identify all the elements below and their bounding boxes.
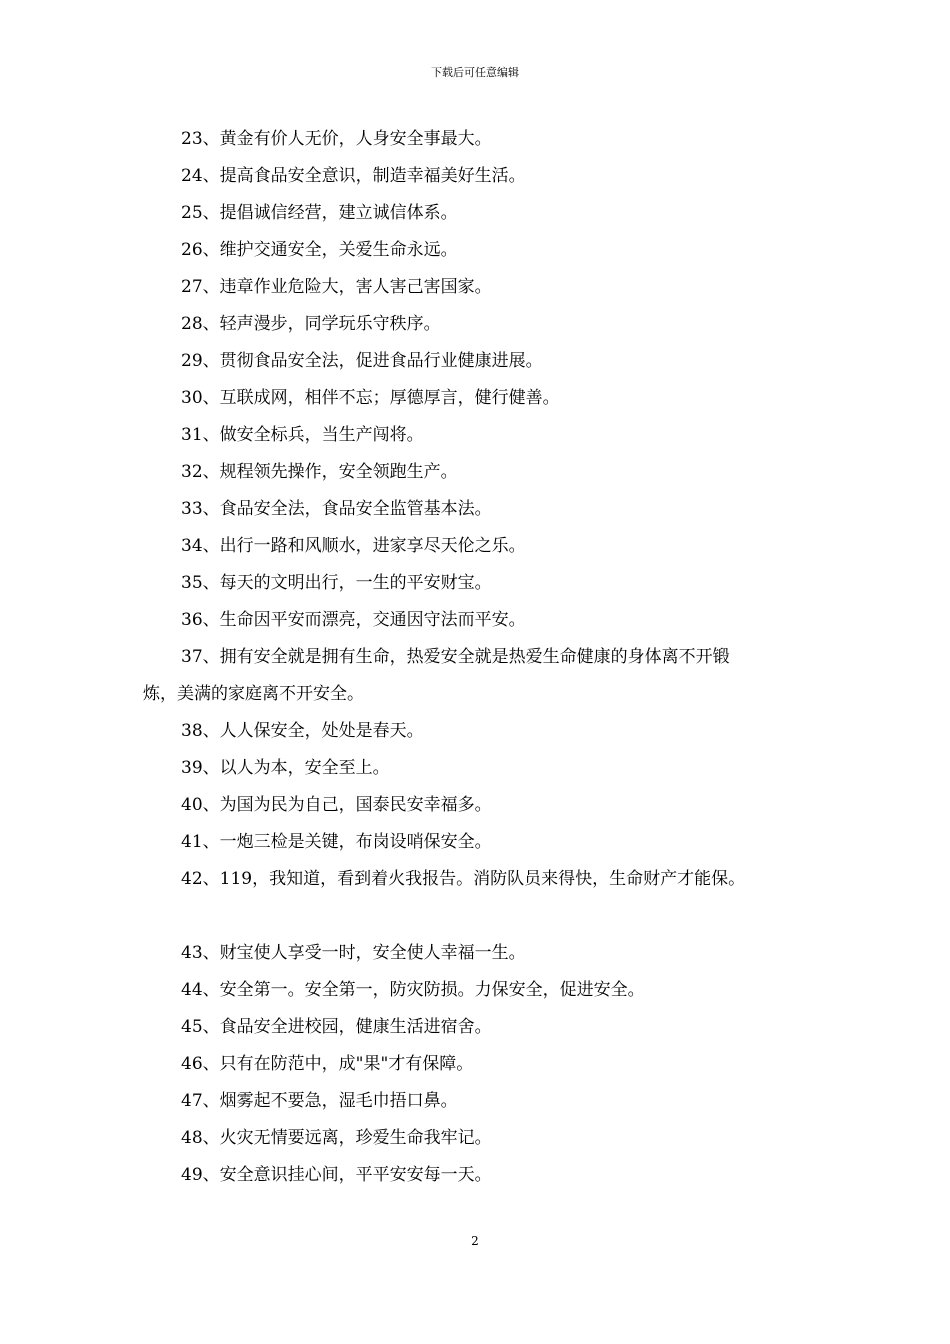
page-number: 2 (471, 1234, 479, 1248)
list-item: 34、出行一路和风顺水，进家享尽天伦之乐。 (181, 536, 526, 556)
list-item: 41、一炮三检是关键，布岗设哨保安全。 (181, 832, 492, 852)
list-item: 48、火灾无情要远离，珍爱生命我牢记。 (181, 1128, 492, 1148)
page-header: 下载后可任意编辑 (431, 66, 519, 79)
list-item: 29、贯彻食品安全法，促进食品行业健康进展。 (181, 351, 543, 371)
list-item: 35、每天的文明出行，一生的平安财宝。 (181, 573, 492, 593)
list-item: 43、财宝使人享受一时，安全使人幸福一生。 (181, 943, 526, 963)
list-item: 26、维护交通安全，关爱生命永远。 (181, 240, 458, 260)
list-item: 49、安全意识挂心间，平平安安每一天。 (181, 1165, 492, 1185)
list-item: 38、人人保安全，处处是春天。 (181, 721, 424, 741)
list-item: 42、119，我知道，看到着火我报告。消防队员来得快，生命财产才能保。 (181, 869, 746, 889)
list-item: 32、规程领先操作，安全领跑生产。 (181, 462, 458, 482)
list-item: 28、轻声漫步，同学玩乐守秩序。 (181, 314, 441, 334)
list-item: 44、安全第一。安全第一，防灾防损。力保安全，促进安全。 (181, 980, 645, 1000)
list-item: 25、提倡诚信经营，建立诚信体系。 (181, 203, 458, 223)
list-item-line-2: 炼，美满的家庭离不开安全。 (143, 684, 364, 704)
list-item: 27、违章作业危险大，害人害己害国家。 (181, 277, 492, 297)
list-item: 39、以人为本，安全至上。 (181, 758, 390, 778)
list-item: 23、黄金有价人无价，人身安全事最大。 (181, 129, 492, 149)
list-item: 47、烟雾起不要急，湿毛巾捂口鼻。 (181, 1091, 458, 1111)
paragraph-gap (143, 898, 809, 935)
list-item: 36、生命因平安而漂亮，交通因守法而平安。 (181, 610, 526, 630)
list-item: 33、食品安全法，食品安全监管基本法。 (181, 499, 492, 519)
document-body (143, 121, 809, 1194)
list-item: 45、食品安全进校园，健康生活进宿舍。 (181, 1017, 492, 1037)
list-item: 30、互联成网，相伴不忘；厚德厚言，健行健善。 (181, 388, 560, 408)
list-item: 31、做安全标兵，当生产闯将。 (181, 425, 424, 445)
list-item-line-1: 37、拥有安全就是拥有生命，热爱安全就是热爱生命健康的身体离不开锻 (181, 647, 730, 667)
list-item: 46、只有在防范中，成"果"才有保障。 (181, 1054, 474, 1074)
list-item: 24、提高食品安全意识，制造幸福美好生活。 (181, 166, 526, 186)
list-item-multiline (143, 639, 809, 713)
list-item: 40、为国为民为自己，国泰民安幸福多。 (181, 795, 492, 815)
